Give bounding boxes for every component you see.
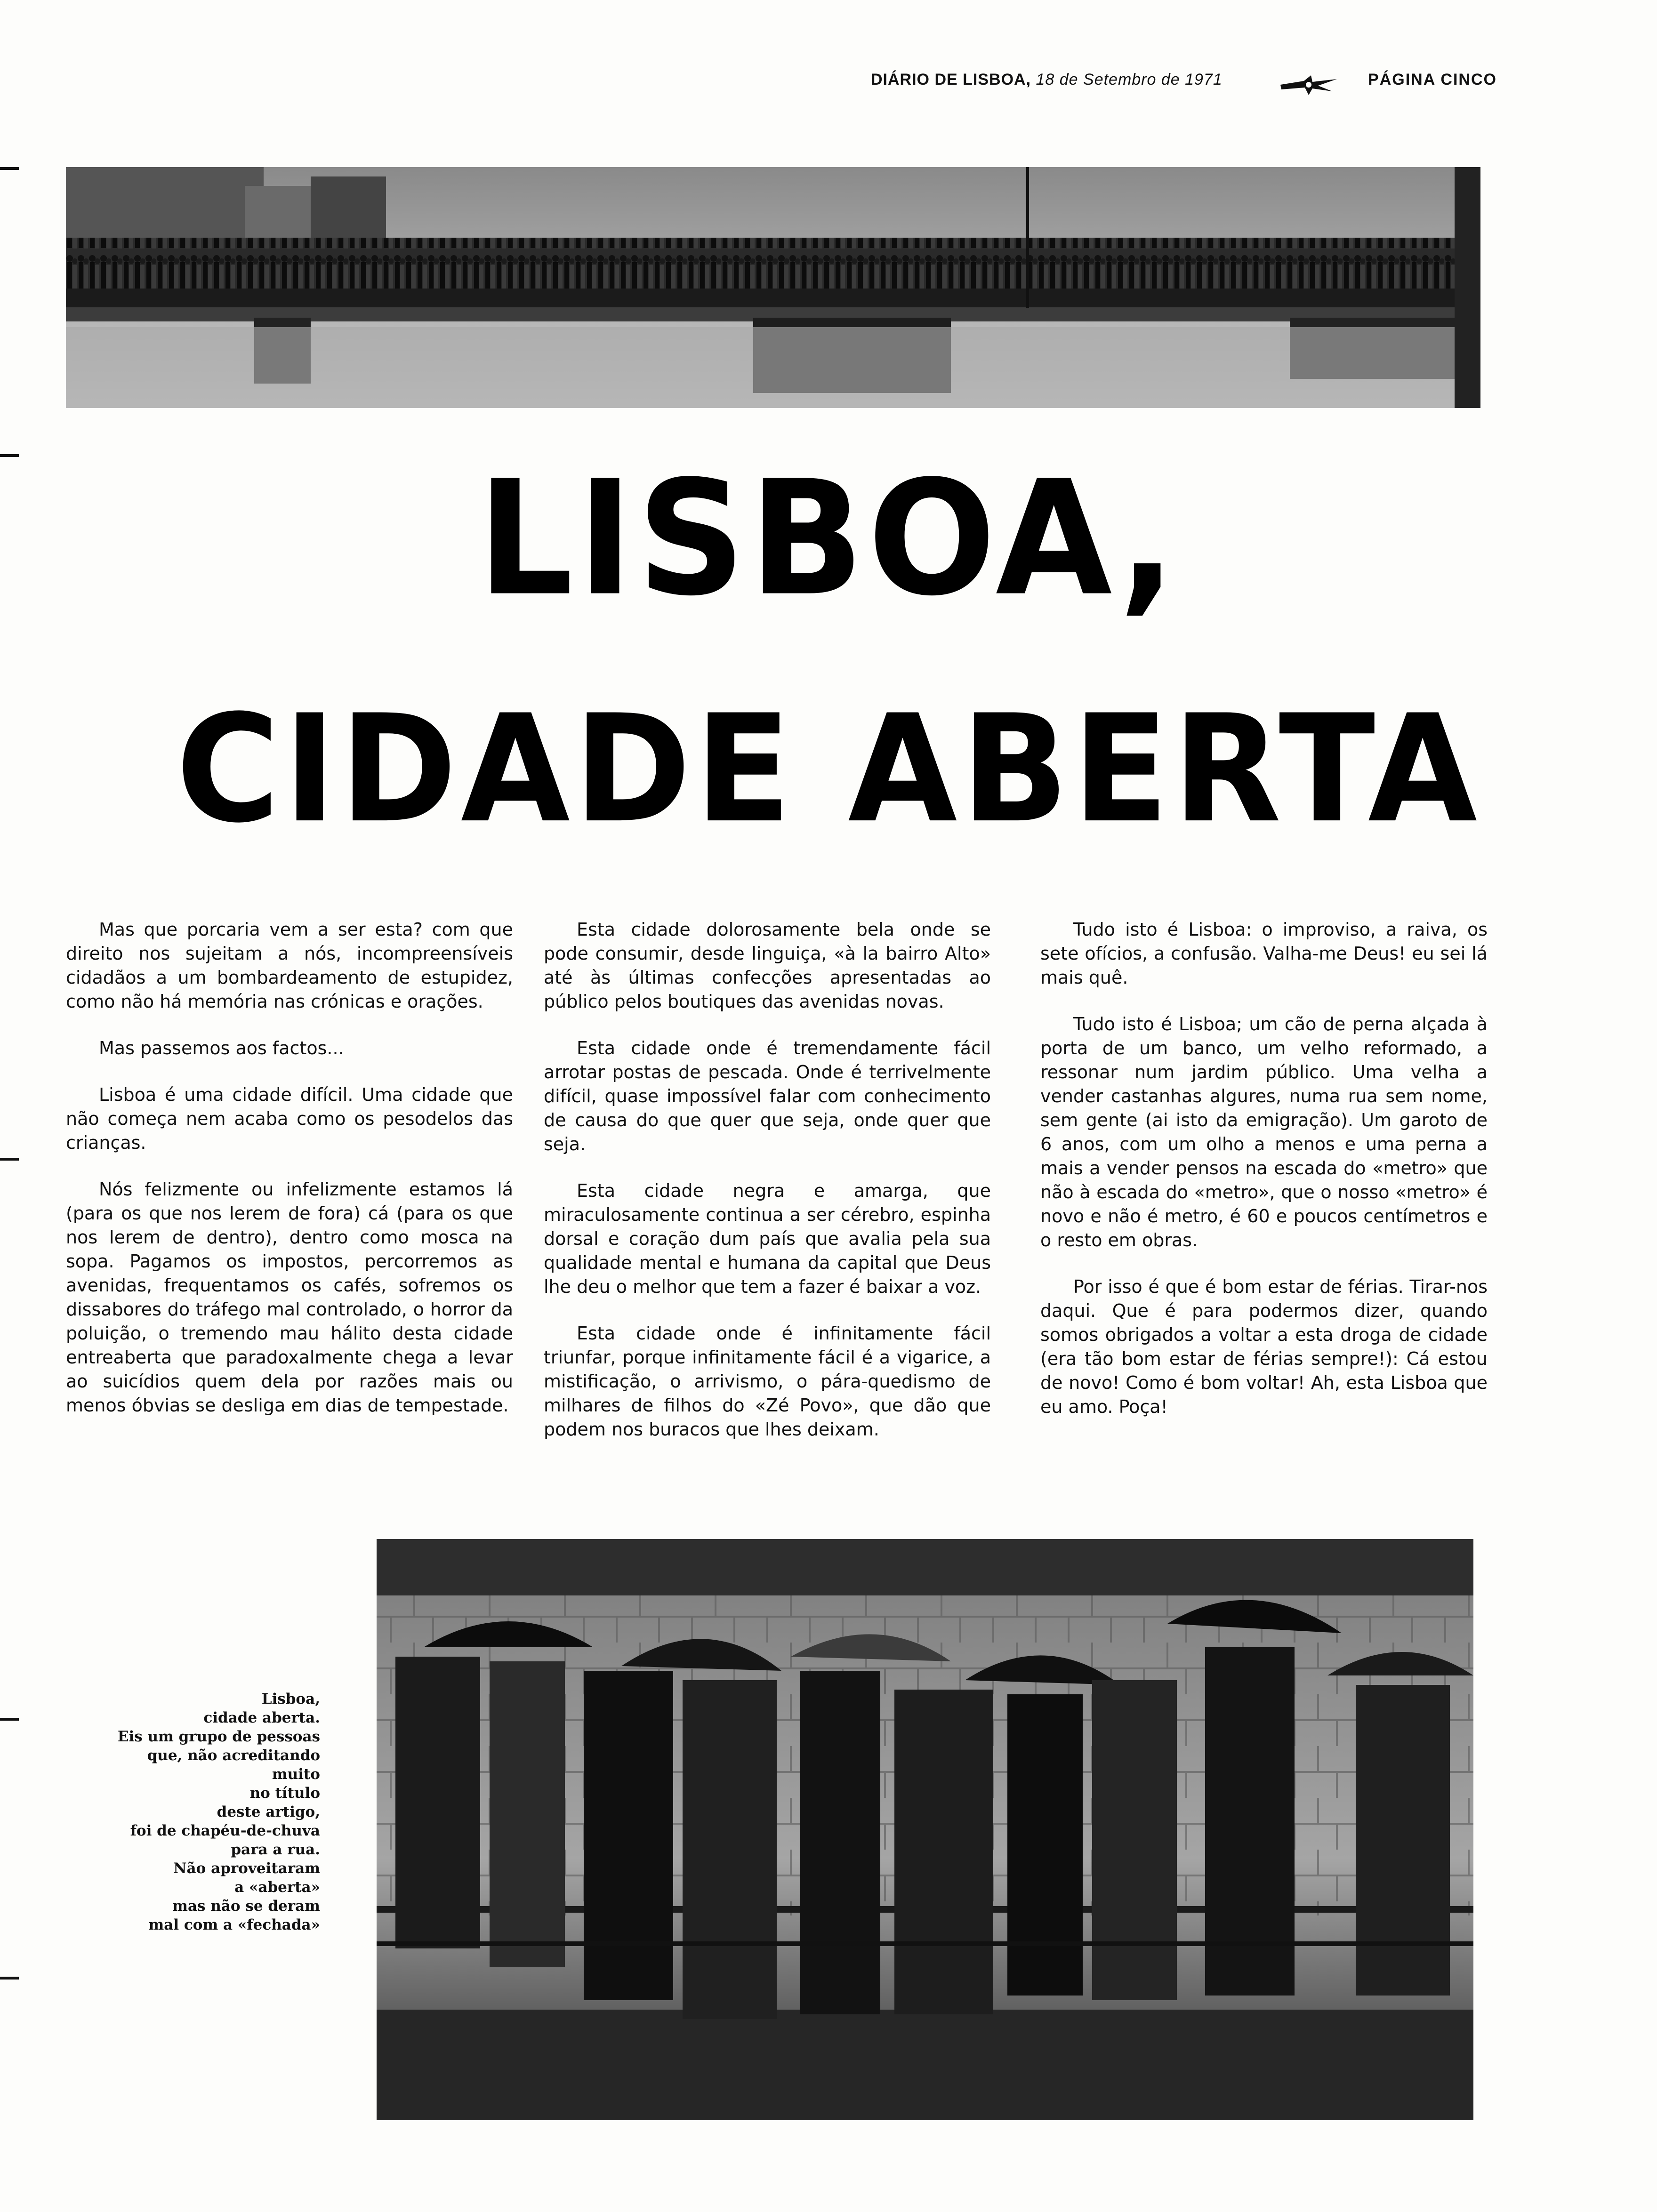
caption-line: cidade aberta.: [203, 1709, 320, 1726]
paragraph: Por isso é que é bom estar de férias. Tirar-nos daqui. Que é para podermos dizer, quando somos obrigados a voltar a esta droga de cidade (era tão bom estar de férias sempre!): Cá estou de novo! Como é bom voltar! Ah, esta Lisboa que eu amo. Poça!: [1040, 1276, 1488, 1417]
paragraph: Esta cidade onde é infinitamente fácil triunfar, porque infinitamente fácil é a vigarice, a mistificação, o arrivismo, o pára-quedismo de milhares de filhos do «Zé Povo», que dão que podem nos buracos que lhes deixam.: [544, 1323, 991, 1440]
paper-name: DIÁRIO DE LISBOA,: [871, 71, 1031, 88]
page-number-label: PÁGINA CINCO: [1368, 71, 1497, 88]
photo-caption: [47, 1690, 320, 1934]
caption-line: foi de chapéu-de-chuva: [130, 1822, 320, 1839]
headline-text-2: CIDADE ABERTA: [176, 683, 1481, 856]
caption-line: para a rua.: [231, 1841, 320, 1858]
caption-line: no título: [249, 1785, 320, 1802]
headline-text-1: LISBOA,: [477, 447, 1180, 631]
masthead: [871, 71, 1223, 89]
caption-line: mal com a «fechada»: [148, 1916, 320, 1933]
paragraph: Esta cidade onde é tremendamente fácil arrotar postas de pescada. Onde é terrivelmente difícil, quase impossível falar com conhecimento de causa do que quer que seja, onde quer que seja.: [544, 1038, 991, 1154]
caption-line: Eis um grupo de pessoas: [117, 1728, 320, 1745]
paragraph: Tudo isto é Lisboa: o improviso, a raiva, os sete ofícios, a confusão. Valha-me Deus! eu sei lá mais quê.: [1040, 919, 1488, 988]
issue-date: 18 de Setembro de 1971: [1036, 71, 1223, 88]
caption-line: muito: [272, 1766, 320, 1783]
caption-line: a «aberta»: [234, 1879, 320, 1896]
caption-line: deste artigo,: [217, 1803, 320, 1820]
margin-mark: [0, 1977, 19, 1980]
caption-line: mas não se deram: [172, 1898, 320, 1915]
article-column-2: [544, 918, 991, 1464]
article-column-1: [66, 918, 513, 1440]
paragraph: Esta cidade negra e amarga, que miraculosamente continua a ser cérebro, espinha dorsal e coração dum país que avalia pela sua qualidade mental e humana da capital que Deus lhe deu o melhor que tem a fazer é baixar a voz.: [544, 1180, 991, 1297]
margin-mark: [0, 1718, 19, 1721]
page-header: [871, 71, 1506, 108]
caption-line: Não aproveitaram: [173, 1860, 320, 1877]
margin-mark: [0, 454, 19, 457]
margin-mark: [0, 1158, 19, 1161]
paragraph: Mas passemos aos factos...: [99, 1038, 344, 1058]
article-column-3: [1040, 918, 1488, 1442]
paragraph: Lisboa é uma cidade difícil. Uma cidade que não começa nem acaba como os pesodelos das crianças.: [66, 1084, 513, 1153]
margin-mark: [0, 167, 19, 170]
paragraph: Mas que porcaria vem a ser esta? com que direito nos sujeitam a nós, incompreensíveis cidadãos a um bombardeamento de estupidez, como não há memória nas crónicas e orações.: [66, 919, 513, 1012]
paragraph: Nós felizmente ou infelizmente estamos lá (para os que nos lerem de fora) cá (para os que nos lerem de dentro), dentro como mosca na sopa. Pagamos os impostos, percorremos as avenidas, frequentamos os cafés, sofremos os dissabores do tráfego mal controlado, o horror da poluição, o tremendo mau hálito desta cidade entreaberta que paradoxalmente chega a levar ao suicídios quem dela por razões mais ou menos óbvias se desliga em dias de tempestade.: [66, 1179, 513, 1416]
winged-emblem-icon: [1276, 71, 1342, 99]
headline-line-2: [0, 683, 1657, 856]
caption-line: Lisboa,: [261, 1691, 320, 1707]
paragraph: Esta cidade dolorosamente bela onde se pode consumir, desde linguiça, «à la bairro Alto» até às últimas confecções apresentadas ao público pelos boutiques das avenidas novas.: [544, 919, 991, 1012]
headline-line-1: [0, 447, 1657, 631]
bridge-crowd-photo: [66, 167, 1480, 408]
caption-line: que, não acreditando: [147, 1747, 320, 1764]
umbrella-crowd-photo: [377, 1539, 1473, 2120]
paragraph: Tudo isto é Lisboa; um cão de perna alçada à porta de um banco, um velho reformado, a ressonar num jardim público. Uma velha a vender castanhas algures, numa rua sem nome, sem gente (ai isto da emigração). Um garoto de 6 anos, com um olho a menos e uma perna a mais a vender pensos na escada do «metro» que não à escada do «metro», que o nosso «metro» é novo e não é metro, é 60 e poucos centímetros e o resto em obras.: [1040, 1014, 1488, 1250]
